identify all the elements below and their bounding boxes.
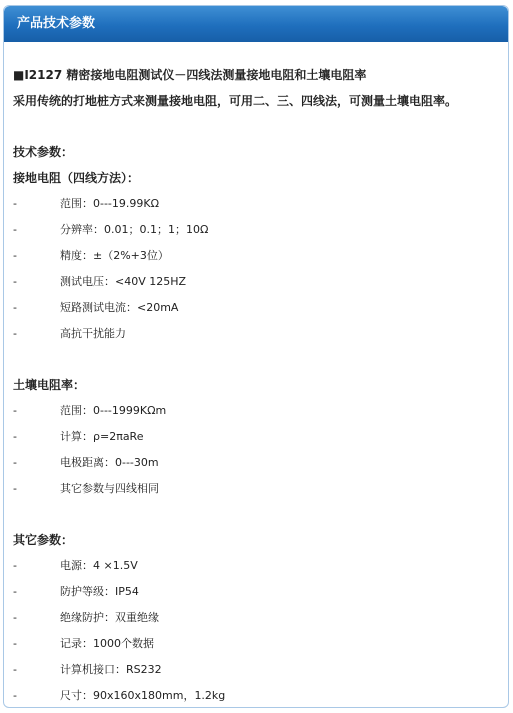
dash-marker: - — [13, 430, 17, 443]
dash-marker: - — [13, 689, 17, 702]
tech-params-heading: 技术参数： — [13, 145, 74, 159]
other-params-heading: 其它参数： — [13, 533, 74, 547]
list-item: - 电源：4 ×1.5V — [13, 559, 138, 572]
dash-marker: - — [13, 482, 17, 495]
dash-marker: - — [13, 611, 17, 624]
dash-marker: - — [13, 223, 17, 236]
list-item: - 范围：0---1999KΩm — [13, 404, 167, 417]
list-item: - 精度：±（2%+3位） — [13, 249, 169, 262]
model-line: ■I2127 精密接地电阻测试仪－四线法测量接地电阻和土壤电阻率 — [13, 68, 367, 82]
list-item: - 短路测试电流：<20mA — [13, 301, 179, 314]
dash-marker: - — [13, 559, 17, 572]
list-item: - 防护等级：IP54 — [13, 585, 139, 598]
dash-marker: - — [13, 249, 17, 262]
list-item: - 分辨率：0.01；0.1；1；10Ω — [13, 223, 209, 236]
dash-marker: - — [13, 197, 17, 210]
list-item: - 计算机接口：RS232 — [13, 663, 162, 676]
dash-marker: - — [13, 637, 17, 650]
list-item: - 测试电压：<40V 125HZ — [13, 275, 187, 288]
list-item: - 高抗干扰能力 — [13, 327, 126, 340]
dash-marker: - — [13, 456, 17, 469]
description-line: 采用传统的打地桩方式来测量接地电阻，可用二、三、四线法，可测量土壤电阻率。 — [13, 94, 458, 108]
list-item: - 其它参数与四线相同 — [13, 482, 159, 495]
dash-marker: - — [13, 327, 17, 340]
product-params-panel — [3, 5, 509, 708]
list-item: - 范围：0---19.99KΩ — [13, 197, 160, 210]
list-item: - 电极距离：0---30m — [13, 456, 159, 469]
dash-marker: - — [13, 585, 17, 598]
list-item: - 记录：1000个数据 — [13, 637, 154, 650]
panel-header: 产品技术参数 — [4, 6, 508, 42]
dash-marker: - — [13, 663, 17, 676]
dash-marker: - — [13, 301, 17, 314]
ground-resistance-heading: 接地电阻（四线方法）： — [13, 171, 140, 185]
soil-resistivity-heading: 土壤电阻率： — [13, 378, 86, 392]
list-item: - 尺寸：90x160x180mm，1.2kg — [13, 689, 226, 702]
list-item: - 计算：ρ=2πaRe — [13, 430, 144, 443]
list-item: - 绝缘防护：双重绝缘 — [13, 611, 159, 624]
dash-marker: - — [13, 404, 17, 417]
dash-marker: - — [13, 275, 17, 288]
